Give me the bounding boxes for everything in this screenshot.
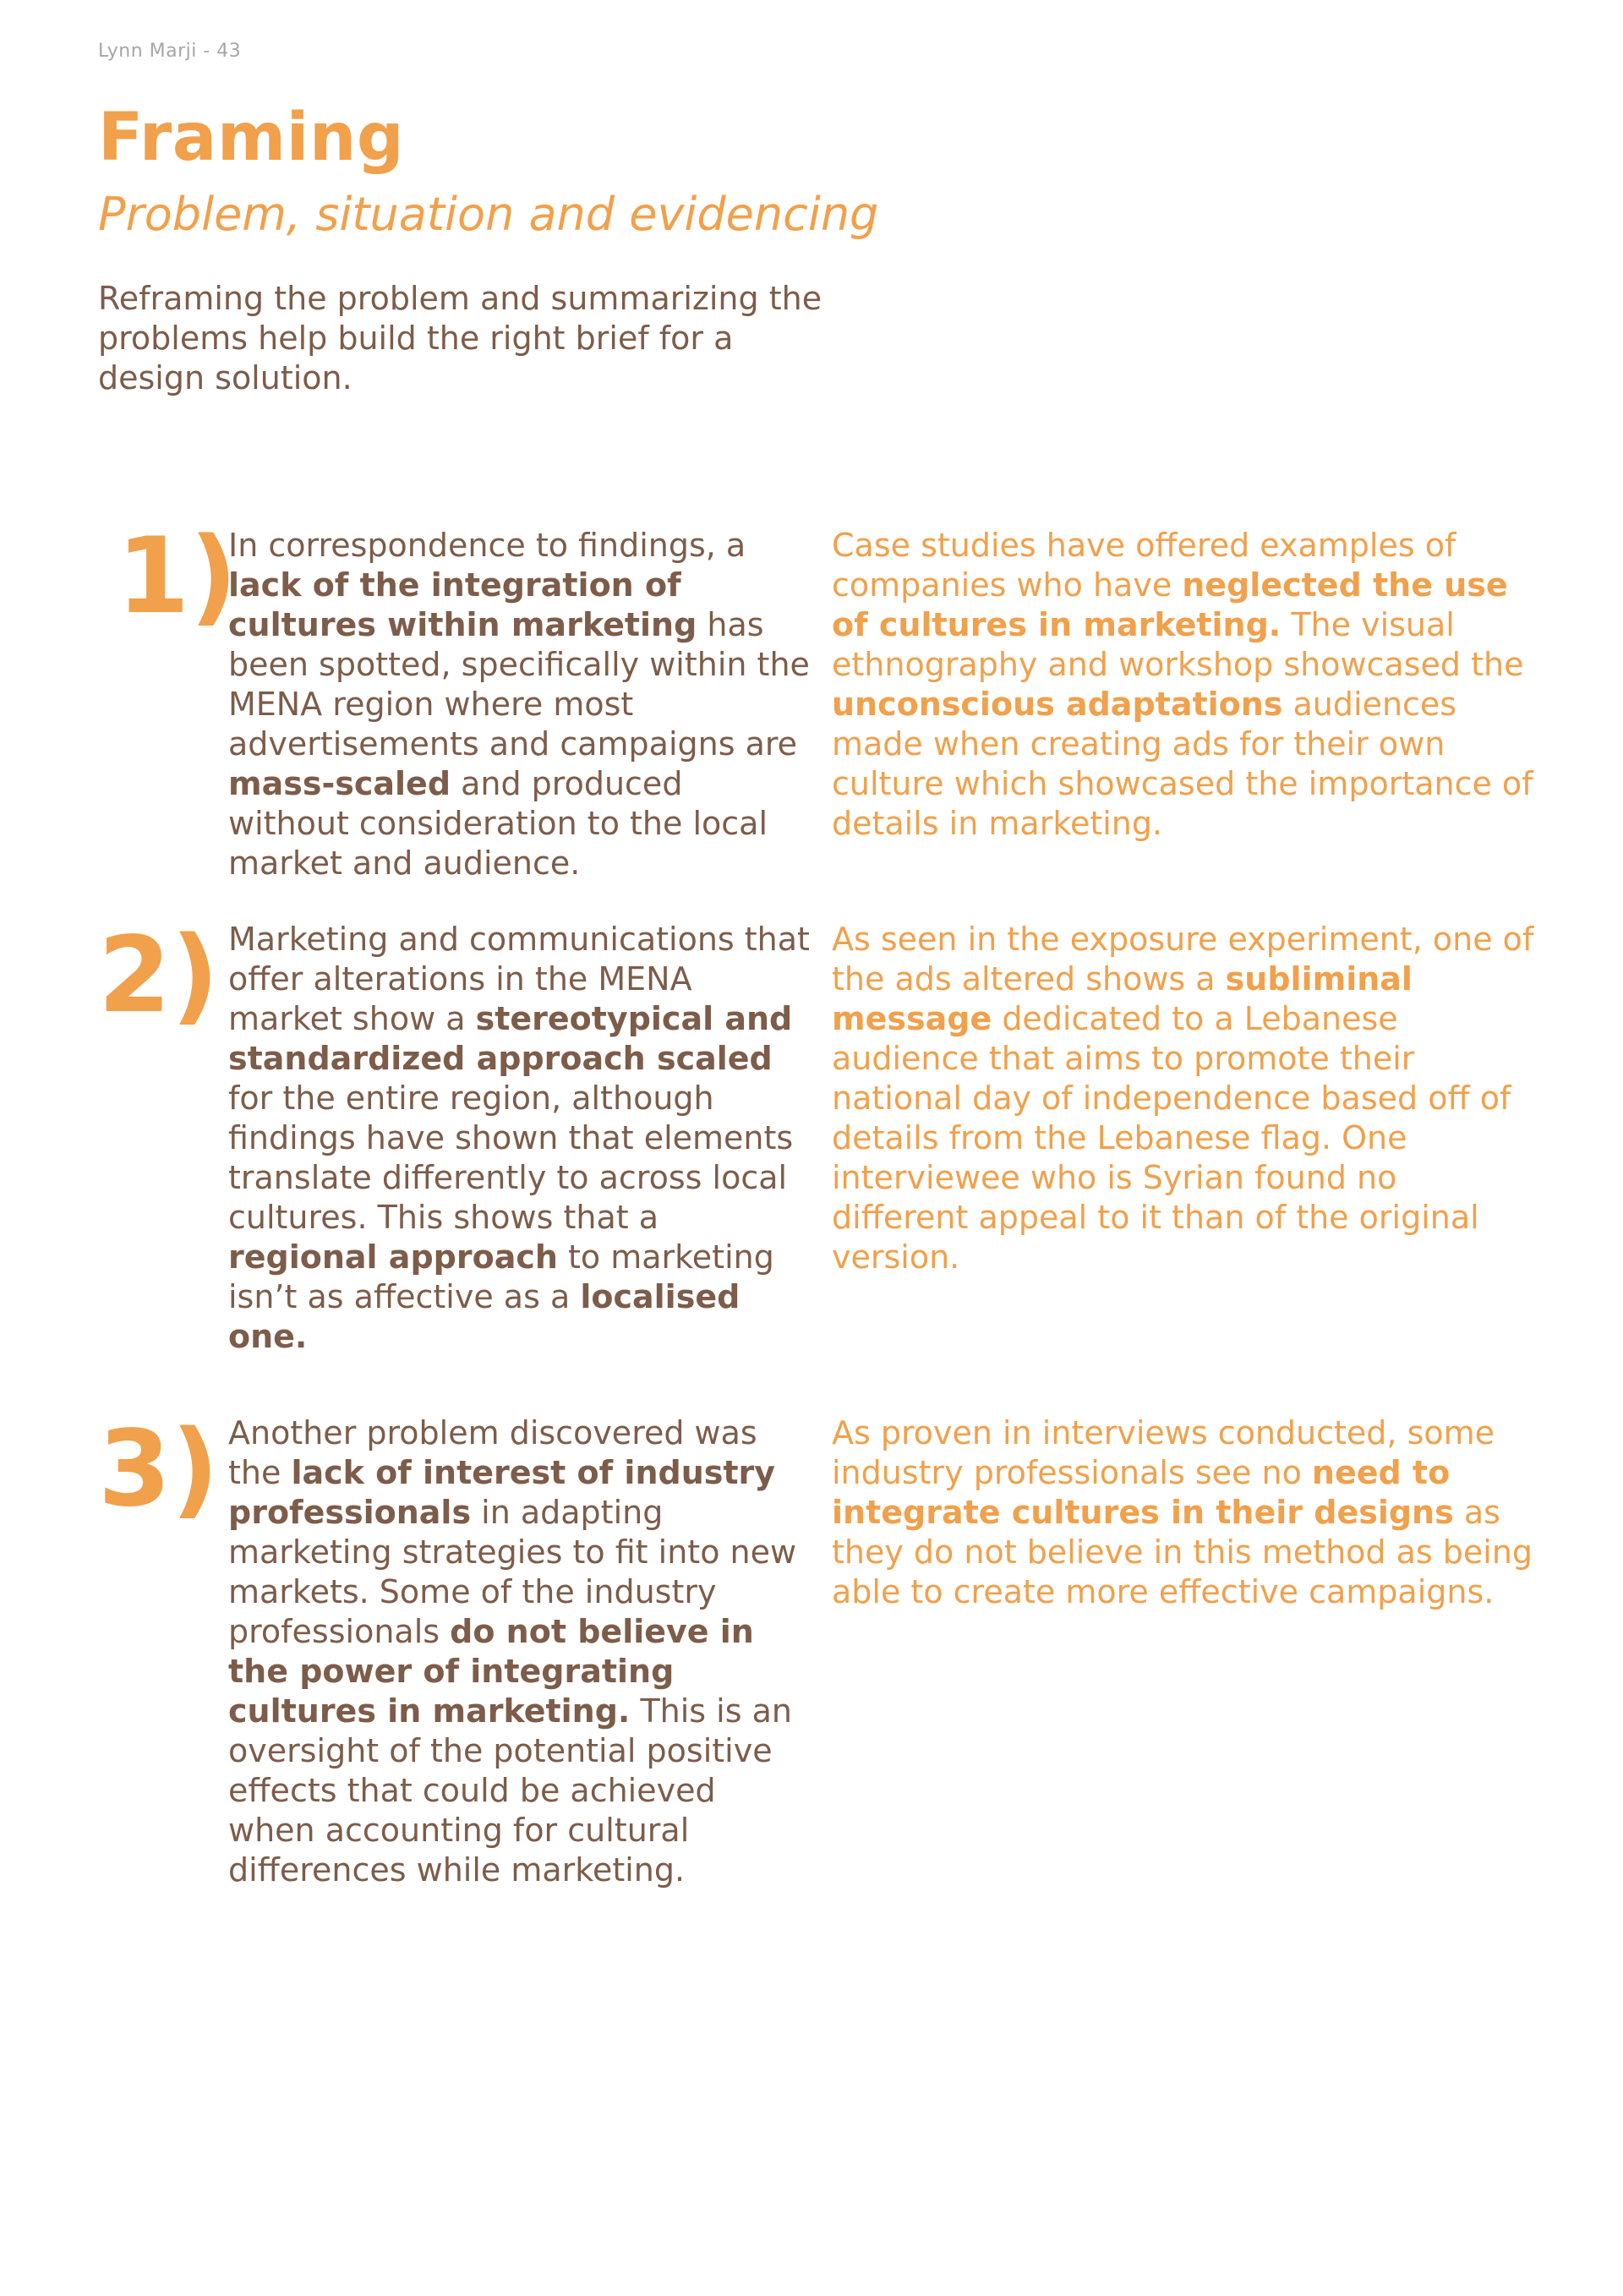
emphasis-text: need to integrate cultures in their designs (832, 1454, 1454, 1531)
body-text: in adapting marketing strategies to fit into new markets. Some of the industry professionals (228, 1494, 797, 1650)
section-3-evidence (832, 1413, 1542, 1612)
emphasis-text: stereotypical and standardized approach scaled (228, 1000, 793, 1077)
body-text: audiences made when creating ads for their own culture which showcased the importance of details in marketing. (832, 686, 1533, 842)
emphasis-text: lack of interest of industry professionals (228, 1454, 776, 1531)
body-text: The visual ethnography and workshop showcased the (832, 606, 1524, 683)
emphasis-text: unconscious adaptations (832, 686, 1283, 723)
body-text: Another problem discovered was the (228, 1414, 757, 1491)
emphasis-text: regional approach (228, 1238, 558, 1276)
emphasis-text: lack of the integration of cultures within marketing (228, 566, 697, 643)
body-text: and produced without consideration to the local market and audience. (228, 765, 768, 882)
page-header: Lynn Marji - 43 (98, 41, 242, 62)
body-text: In correspondence to findings, a (228, 527, 746, 564)
page-subtitle: Problem, situation and evidencing (98, 188, 879, 241)
page-title: Framing (98, 100, 405, 176)
emphasis-text: neglected the use of cultures in marketing. (832, 566, 1508, 643)
section-1-evidence (832, 526, 1542, 844)
body-text: has been spotted, specifically within the MENA region where most advertisements and campaigns are (228, 606, 810, 763)
body-text: This is an oversight of the potential positive effects that could be achieved when accounting for cultural differences while marketing. (228, 1692, 792, 1889)
section-2-problem (228, 920, 812, 1357)
section-3-problem (228, 1413, 812, 1890)
body-text: dedicated to a Lebanese audience that aims to promote their national day of independence based off of details from the Lebanese flag. One interviewee who is Syrian found no different appeal to it than of the original version. (832, 1000, 1511, 1276)
emphasis-text: subliminal message (832, 960, 1413, 1037)
section-number-1: 1) (117, 516, 238, 637)
section-number-3: 3) (98, 1408, 219, 1530)
body-text: as they do not believe in this method as being able to create more effective campaigns. (832, 1494, 1533, 1610)
emphasis-text: localised one. (228, 1278, 740, 1355)
body-text: As seen in the exposure experiment, one of the ads altered shows a (832, 921, 1534, 998)
section-2-evidence (832, 920, 1542, 1277)
emphasis-text: mass-scaled (228, 765, 451, 802)
body-text: As proven in interviews conducted, some industry professionals see no (832, 1414, 1495, 1491)
emphasis-text: do not believe in the power of integrating cultures in marketing. (228, 1613, 754, 1730)
intro-paragraph: Reframing the problem and summarizing the problems help build the right brief for a design solution. (98, 280, 822, 396)
body-text: Case studies have offered examples of companies who have (832, 527, 1456, 604)
body-text: Marketing and communications that offer alterations in the MENA market show a (228, 921, 810, 1037)
body-text: for the entire region, although findings have shown that elements translate differently to across local cultures. This shows that a (228, 1080, 794, 1236)
body-text: to marketing isn’t as affective as a (228, 1238, 774, 1315)
section-number-2: 2) (98, 915, 219, 1036)
section-1-problem (228, 526, 812, 883)
